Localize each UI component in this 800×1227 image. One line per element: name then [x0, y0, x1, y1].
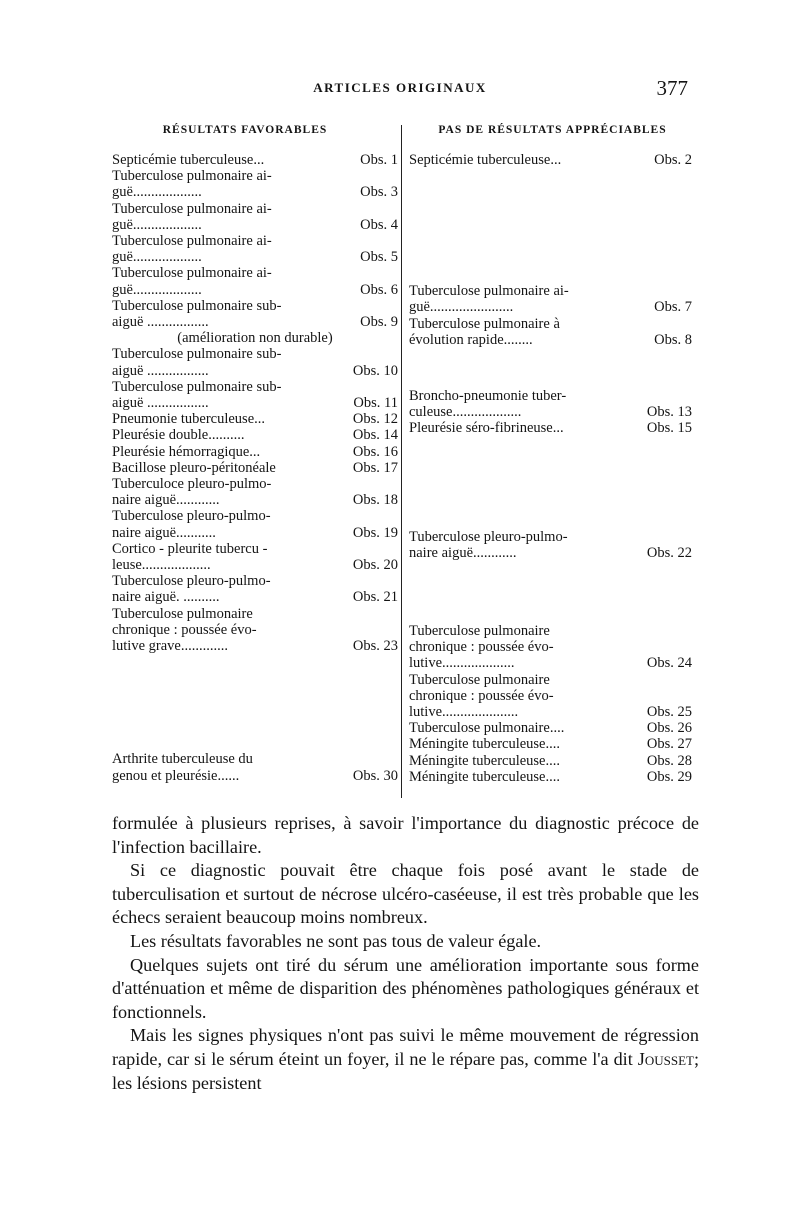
entry-text: Tuberculose pulmonaire sub- aiguë .................: [112, 297, 282, 331]
entry-text: Tuberculose pulmonaire ai- guë.......................: [409, 283, 569, 316]
running-title: ARTICLES ORIGINAUX: [313, 80, 487, 95]
entry-text: Pneumonie tuberculeuse...: [112, 411, 266, 428]
list-item: [112, 427, 398, 443]
paragraph-text: Mais les signes physiques n'ont pas suivi le même mouvement de régression rapide, car si le sérum éteint un foyer, il ne le répare pas, comme l'a dit: [112, 1025, 699, 1069]
left-column-heading: RÉSULTATS FAVORABLES: [162, 124, 328, 136]
entry-text: Méningite tuberculeuse....: [409, 736, 560, 753]
obs-number: Obs. 21: [352, 589, 398, 606]
list-item: [112, 573, 398, 605]
obs-number: Obs. 4: [360, 216, 398, 233]
obs-number: Obs. 10: [352, 362, 398, 379]
spacer: [409, 348, 692, 388]
list-item: [112, 606, 398, 655]
list-item: [112, 233, 398, 265]
obs-number: Obs. 27: [646, 736, 692, 753]
entry-text: Tuberculose pulmonaire sub- aiguë .................: [112, 346, 282, 379]
obs-number: Obs. 24: [646, 655, 692, 672]
list-item: [409, 283, 692, 315]
obs-number: Obs. 9: [360, 314, 398, 331]
obs-number: Obs. 23: [352, 638, 398, 655]
list-item-note: [112, 330, 398, 346]
obs-number: Obs. 6: [360, 281, 398, 298]
list-item: [409, 388, 692, 420]
obs-number: Obs. 12: [352, 411, 398, 428]
entry-text: Arthrite tuberculeuse du genou et pleurésie......: [112, 751, 253, 784]
paragraph: [112, 1024, 699, 1095]
list-item: [112, 411, 398, 427]
list-item: [112, 751, 398, 783]
list-item: [112, 152, 398, 168]
list-item: [409, 753, 692, 769]
obs-number: Obs. 15: [646, 420, 692, 437]
obs-number: Obs. 5: [360, 249, 398, 266]
list-item: [409, 720, 692, 736]
obs-number: Obs. 16: [352, 443, 398, 460]
entry-text: Tuberculose pulmonaire chronique : poussée évo- lutive grave.............: [112, 605, 257, 655]
obs-number: Obs. 17: [352, 459, 398, 476]
paragraph-text: ; les lésions persistent: [112, 1048, 700, 1093]
obs-number: Obs. 25: [646, 704, 692, 721]
list-item: [112, 444, 398, 460]
list-item: [112, 476, 398, 508]
obs-number: Obs. 8: [654, 331, 692, 348]
list-item: [409, 672, 692, 721]
list-item: [409, 736, 692, 752]
entry-text: Tuberculose pleuro-pulmo- naire aiguë............: [409, 528, 568, 561]
obs-number: Obs. 7: [654, 299, 692, 316]
list-item: [112, 508, 398, 540]
entry-text: Broncho-pneumonie tuber- culeuse...................: [409, 388, 567, 421]
entry-text: Tuberculose pleuro-pulmo- naire aiguë...........: [112, 508, 271, 541]
spacer: [409, 561, 692, 623]
paragraph: Les résultats favorables ne sont pas tous de valeur égale.: [130, 930, 542, 951]
entry-text: Tuberculose pulmonaire à évolution rapide........: [409, 315, 560, 348]
obs-number: Obs. 26: [646, 720, 692, 737]
list-item: [112, 265, 398, 297]
author-name: Jousset: [637, 1048, 694, 1069]
entry-text: Méningite tuberculeuse....: [409, 768, 560, 785]
obs-number: Obs. 30: [352, 767, 398, 784]
entry-text: Pleurésie double..........: [112, 427, 245, 444]
spacer: [409, 168, 692, 283]
paragraph: formulée à plusieurs reprises, à savoir l'importance du diagnostic précoce de l'infection bacillaire.: [112, 813, 699, 857]
paragraph: Si ce diagnostic pouvait être chaque fois posé avant le stade de tuberculisation et surtout de nécrose ulcéro-caséeuse, il est très probable que les échecs seraient beaucoup moins nombreux.: [112, 860, 699, 928]
obs-number: Obs. 14: [352, 427, 398, 444]
entry-text: Septicémie tuberculeuse...: [112, 152, 265, 168]
right-column-heading: PAS DE RÉSULTATS APPRÉCIABLES: [438, 124, 667, 136]
obs-number: Obs. 3: [360, 184, 398, 201]
list-item: [112, 201, 398, 233]
list-item: [112, 168, 398, 200]
entry-text: Tuberculose pulmonaire....: [409, 720, 565, 737]
obs-number: Obs. 11: [353, 395, 398, 412]
list-item: [409, 623, 692, 672]
entry-text: Tuberculose pulmonaire ai- guë...................: [112, 265, 272, 298]
entry-text: Cortico - pleurite tubercu - leuse...................: [112, 540, 268, 574]
spacer: [409, 437, 692, 529]
entry-text: Tuberculose pulmonaire chronique : poussée évo- lutive....................: [409, 623, 554, 672]
entry-text: Tuberculose pleuro-pulmo- naire aiguë. ..........: [112, 573, 271, 606]
spacer: [112, 654, 398, 751]
column-divider: [401, 125, 402, 798]
obs-number: Obs. 13: [646, 404, 692, 421]
favorable-results-list: [112, 152, 398, 784]
list-item: [409, 152, 692, 168]
entry-text: Tuberculoce pleuro-pulmo- naire aiguë............: [112, 476, 272, 509]
paragraph: Quelques sujets ont tiré du sérum une amélioration importante sous forme d'atténuation et même de disparition des phénomènes pathologiques généraux et fonctionnels.: [112, 954, 699, 1022]
obs-number: Obs. 29: [646, 768, 692, 785]
entry-text: Tuberculose pulmonaire ai- guë...................: [112, 168, 272, 201]
list-item: [112, 298, 398, 330]
obs-number: Obs. 2: [654, 152, 692, 168]
list-item: [409, 316, 692, 348]
obs-number: Obs. 18: [352, 492, 398, 509]
obs-number: Obs. 28: [646, 752, 692, 769]
entry-text: Septicémie tuberculeuse...: [409, 152, 562, 168]
entry-text: Pleurésie séro-fibrineuse...: [409, 420, 564, 437]
list-item: [409, 529, 692, 561]
obs-number: Obs. 22: [646, 544, 692, 561]
entry-text: Pleurésie hémorragique...: [112, 443, 261, 460]
page-number: 377: [656, 76, 688, 100]
list-item: [409, 769, 692, 785]
body-text: [112, 812, 699, 1095]
obs-number: Obs. 20: [352, 557, 398, 574]
list-item: [112, 379, 398, 411]
entry-note-text: (amélioration non durable): [177, 330, 333, 347]
entry-text: Méningite tuberculeuse....: [409, 752, 560, 769]
entry-text: Bacillose pleuro-péritonéale: [112, 459, 276, 476]
entry-text: Tuberculose pulmonaire sub- aiguë .................: [112, 378, 282, 412]
list-item: [112, 346, 398, 378]
obs-number: Obs. 1: [360, 152, 398, 168]
entry-text: Tuberculose pulmonaire ai- guë...................: [112, 233, 272, 266]
list-item: [112, 541, 398, 573]
obs-number: Obs. 19: [352, 524, 398, 541]
no-results-list: [409, 152, 692, 785]
entry-text: Tuberculose pulmonaire chronique : poussée évo- lutive.....................: [409, 671, 554, 721]
entry-text: Tuberculose pulmonaire ai- guë...................: [112, 200, 272, 233]
list-item: [112, 460, 398, 476]
list-item: [409, 420, 692, 436]
